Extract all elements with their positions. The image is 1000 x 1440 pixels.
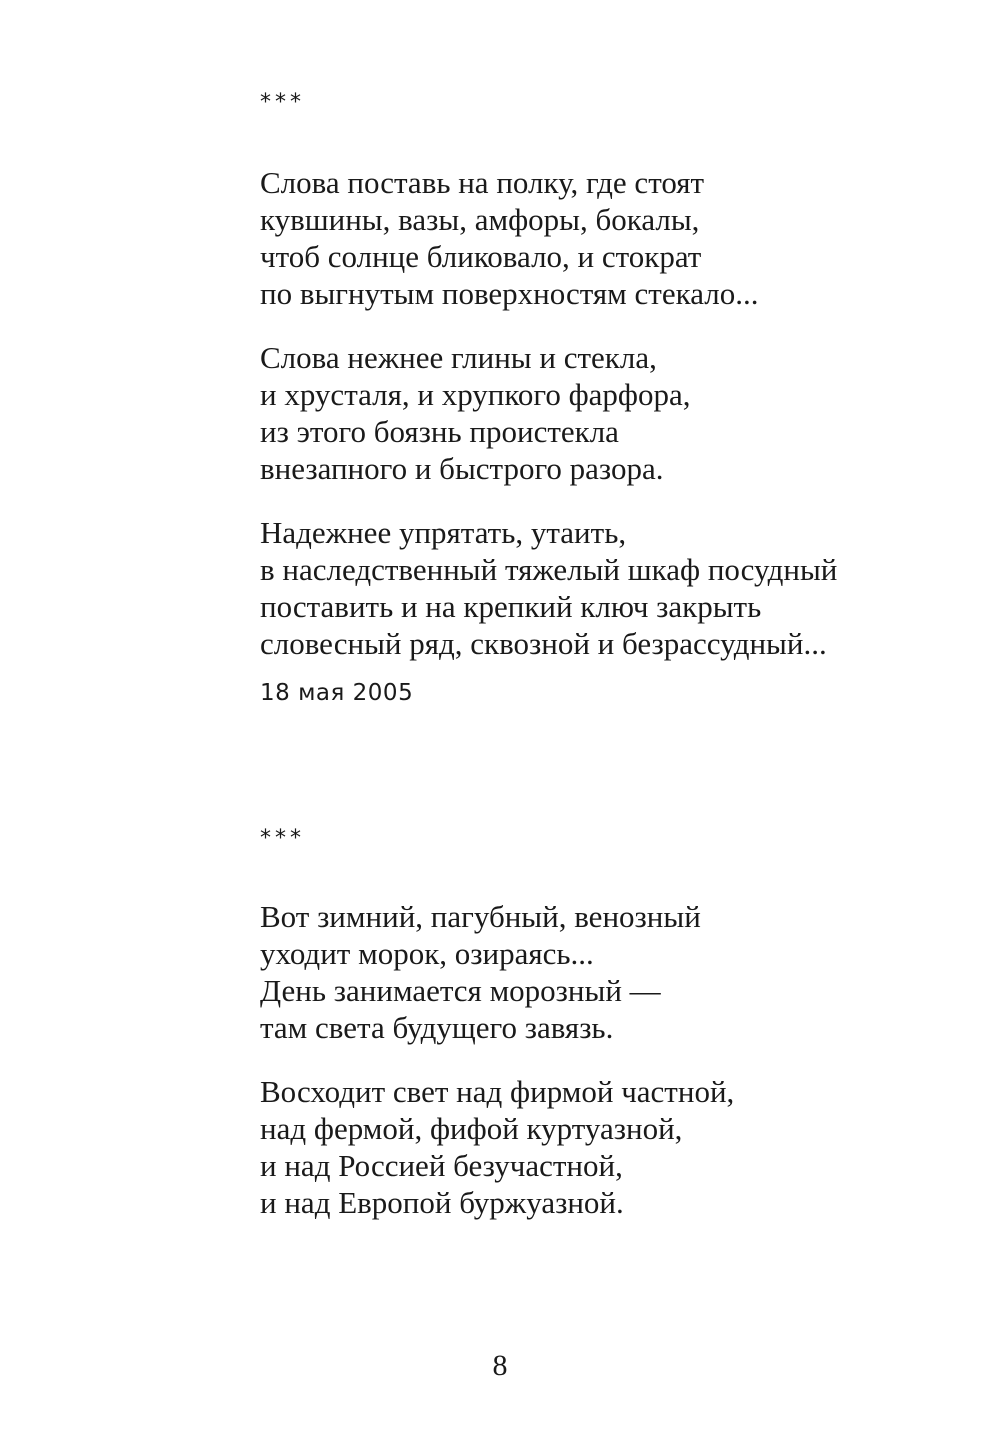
poem-line: Вот зимний, пагубный, венозный bbox=[260, 899, 701, 934]
poem-line: Слова нежнее глины и стекла, bbox=[260, 340, 657, 375]
poem-date: 18 мая 2005 bbox=[260, 680, 414, 706]
poem-line: словесный ряд, сквозной и безрассудный... bbox=[260, 626, 827, 661]
poem-line: над фермой, фифой куртуазной, bbox=[260, 1111, 683, 1146]
poem-line: кувшины, вазы, амфоры, бокалы, bbox=[260, 202, 700, 237]
stanza-2 bbox=[260, 339, 960, 487]
page-number: 8 bbox=[492, 1349, 508, 1382]
poem-line: и хрусталя, и хрупкого фарфора, bbox=[260, 377, 691, 412]
poem-line: чтоб солнце бликовало, и стократ bbox=[260, 239, 702, 274]
poem-line: уходит морок, озираясь... bbox=[260, 936, 594, 971]
poem-asterism: *** bbox=[260, 826, 305, 851]
stanza-2 bbox=[260, 1073, 960, 1221]
stanza-1 bbox=[260, 898, 960, 1046]
poem-line: в наследственный тяжелый шкаф посудный bbox=[260, 552, 838, 587]
poem-line: Слова поставь на полку, где стоят bbox=[260, 165, 705, 200]
poem-line: поставить и на крепкий ключ закрыть bbox=[260, 589, 762, 624]
poem-2 bbox=[260, 824, 960, 1248]
poem-line: и над Европой буржуазной. bbox=[260, 1185, 624, 1220]
poem-1 bbox=[260, 88, 960, 708]
stanza-1 bbox=[260, 164, 960, 312]
stanza-3 bbox=[260, 514, 960, 662]
poem-line: из этого боязнь проистекла bbox=[260, 414, 619, 449]
poem-line: и над Россией безучастной, bbox=[260, 1148, 623, 1183]
poem-line: там света будущего завязь. bbox=[260, 1010, 614, 1045]
poem-line: Надежнее упрятать, утаить, bbox=[260, 515, 627, 550]
poem-asterism: *** bbox=[260, 90, 305, 115]
poem-line: внезапного и быстрого разора. bbox=[260, 451, 664, 486]
poem-line: по выгнутым поверхностям стекало... bbox=[260, 276, 759, 311]
poem-line: День занимается морозный — bbox=[260, 973, 661, 1008]
poem-line: Восходит свет над фирмой частной, bbox=[260, 1074, 735, 1109]
